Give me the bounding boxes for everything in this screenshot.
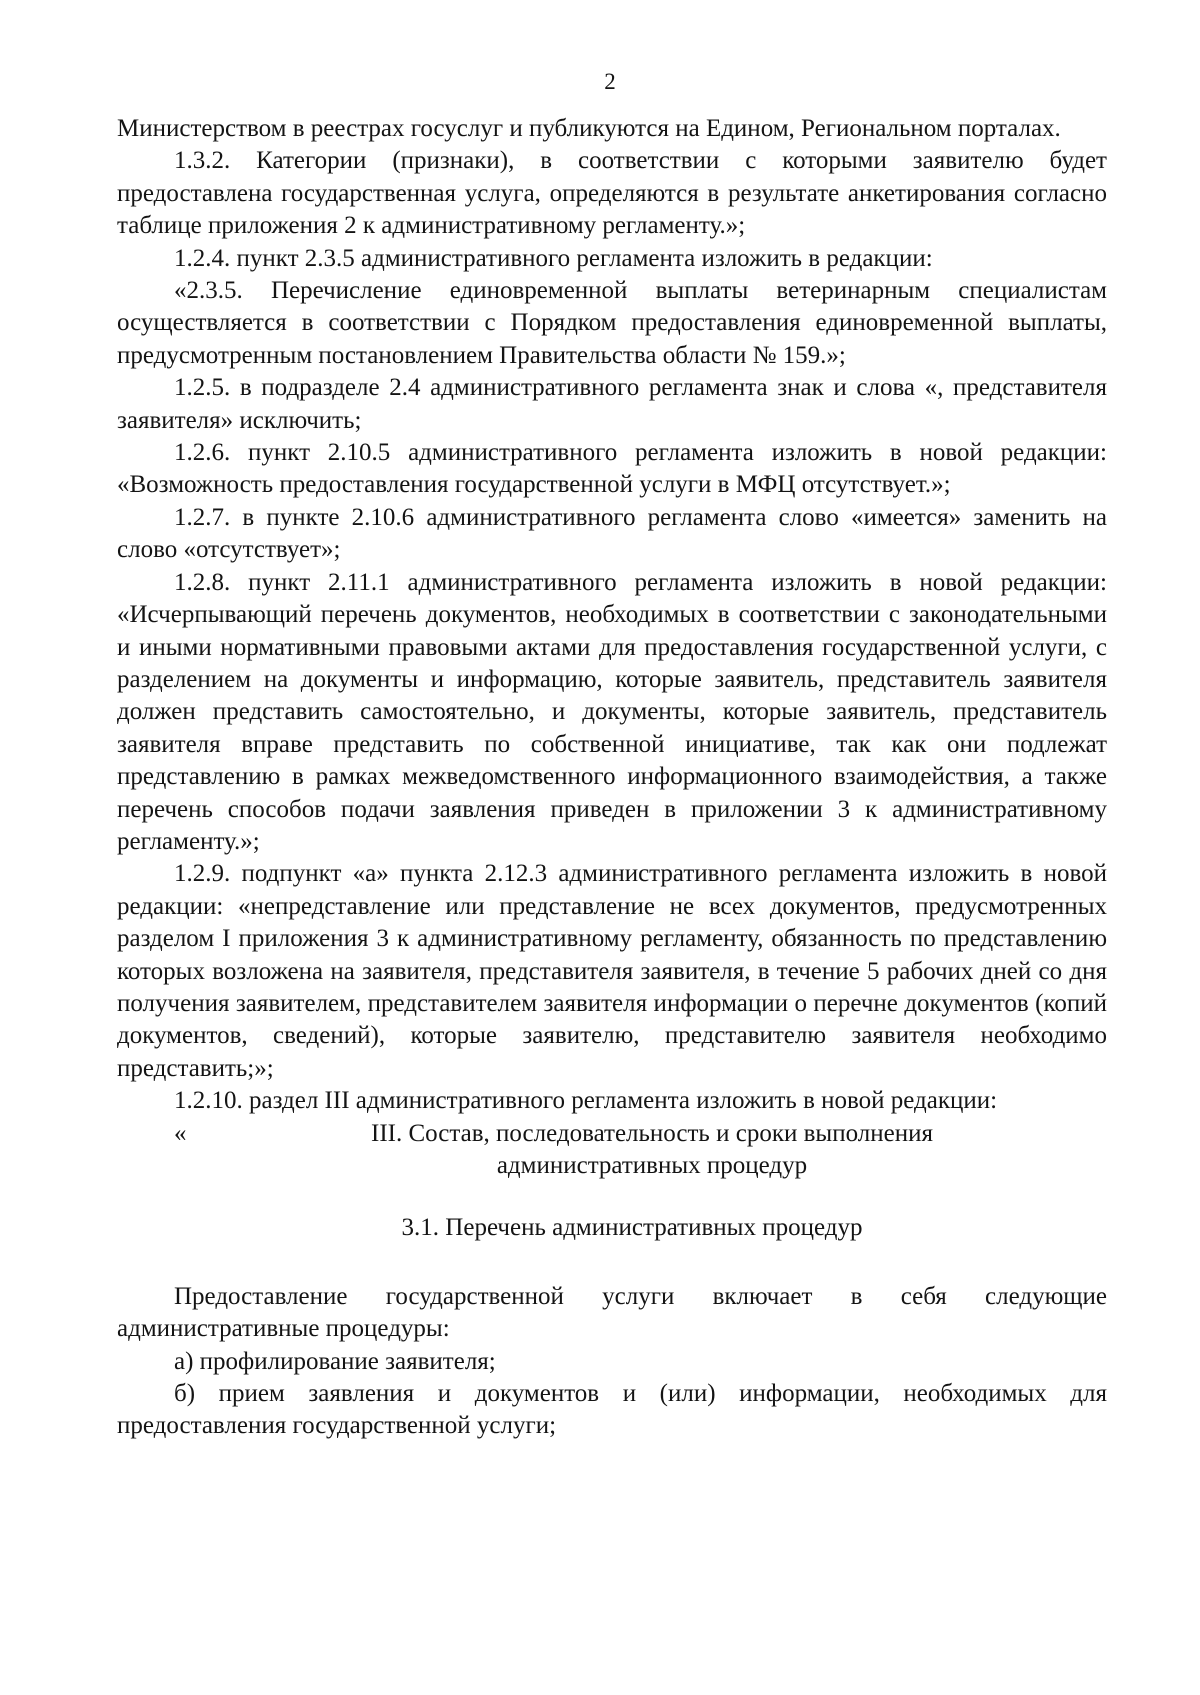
document-body [117,113,1107,1443]
section-title-line-1: III. Состав, последовательность и сроки выполнения [371,1119,933,1147]
section-title-line-2: административных процедур [496,1152,808,1179]
paragraph: б) прием заявления и документов и (или) информации, необходимых для предоставления государственной услуги; [117,1380,1107,1440]
spacer [117,1273,1107,1281]
paragraph: 1.2.7. в пункте 2.10.6 административного регламента слово «имеется» заменить на слово «отсутствует»; [117,503,1107,564]
paragraph: 1.2.8. пункт 2.11.1 административного регламента изложить в новой редакции: «Исчерпывающий перечень документов, необходимых в соответствии с законодательными и иными нормативными правовыми актами для предоставления государственной услуги, с разделением на документы и информацию, которые заявитель, представитель заявителя должен представить самостоятельно, и документы, которые заявитель, представитель заявителя вправе представить по собственной инициативе, так как они подлежат представлению в рамках межведомственного информационного взаимодействия, а также перечень способов подачи заявления приведен в приложении 3 к административному регламенту.»; [117,568,1107,855]
paragraph: 1.2.6. пункт 2.10.5 административного регламента изложить в новой редакции: «Возможность предоставления государственной услуги в МФЦ отсутствует.»; [117,439,1107,499]
paragraph: 1.2.5. в подразделе 2.4 административного регламента знак и слова «, представителя заявителя» исключить; [117,374,1107,434]
paragraph: Предоставление государственной услуги включает в себя следующие административные процедуры: [117,1282,1107,1343]
paragraph: Министерством в реестрах госуслуг и публикуются на Едином, Региональном порталах. [117,115,1061,142]
paragraph: 1.2.9. подпункт «а» пункта 2.12.3 административного регламента изложить в новой редакции: «непредставление или представление не всех документов, предусмотренных разделом I приложения 3 к административному регламенту, обязанность по представлению которых возложена на заявителя, представителя заявителя, в течение 5 рабочих дней со дня получения заявителем, представителем заявителя информации о перечне документов (копий документов, сведений), которые заявителю, представителю заявителя необходимо представить;»; [117,860,1107,1082]
section-title [117,1118,1107,1183]
paragraph: 1.3.2. Категории (признаки), в соответствии с которыми заявителю будет предоставлена государственная услуга, определяются в результате анкетирования согласно таблице приложения 2 к административному регламенту.»; [117,147,1107,240]
paragraph: «2.3.5. Перечисление единовременной выплаты ветеринарным специалистам осуществляется в соответствии с Порядком предоставления единовременной выплаты, предусмотренным постановлением Правительства области № 159.»; [117,277,1107,369]
paragraph: 1.2.4. пункт 2.3.5 административного регламента изложить в редакции: [174,244,933,272]
subsection-title: 3.1. Перечень административных процедур [401,1214,863,1242]
paragraph: а) профилирование заявителя; [174,1347,496,1375]
section-open-quote: « [174,1119,187,1147]
paragraph: 1.2.10. раздел III административного регламента изложить в новой редакции: [174,1087,998,1115]
page-number: 2 [604,69,616,94]
